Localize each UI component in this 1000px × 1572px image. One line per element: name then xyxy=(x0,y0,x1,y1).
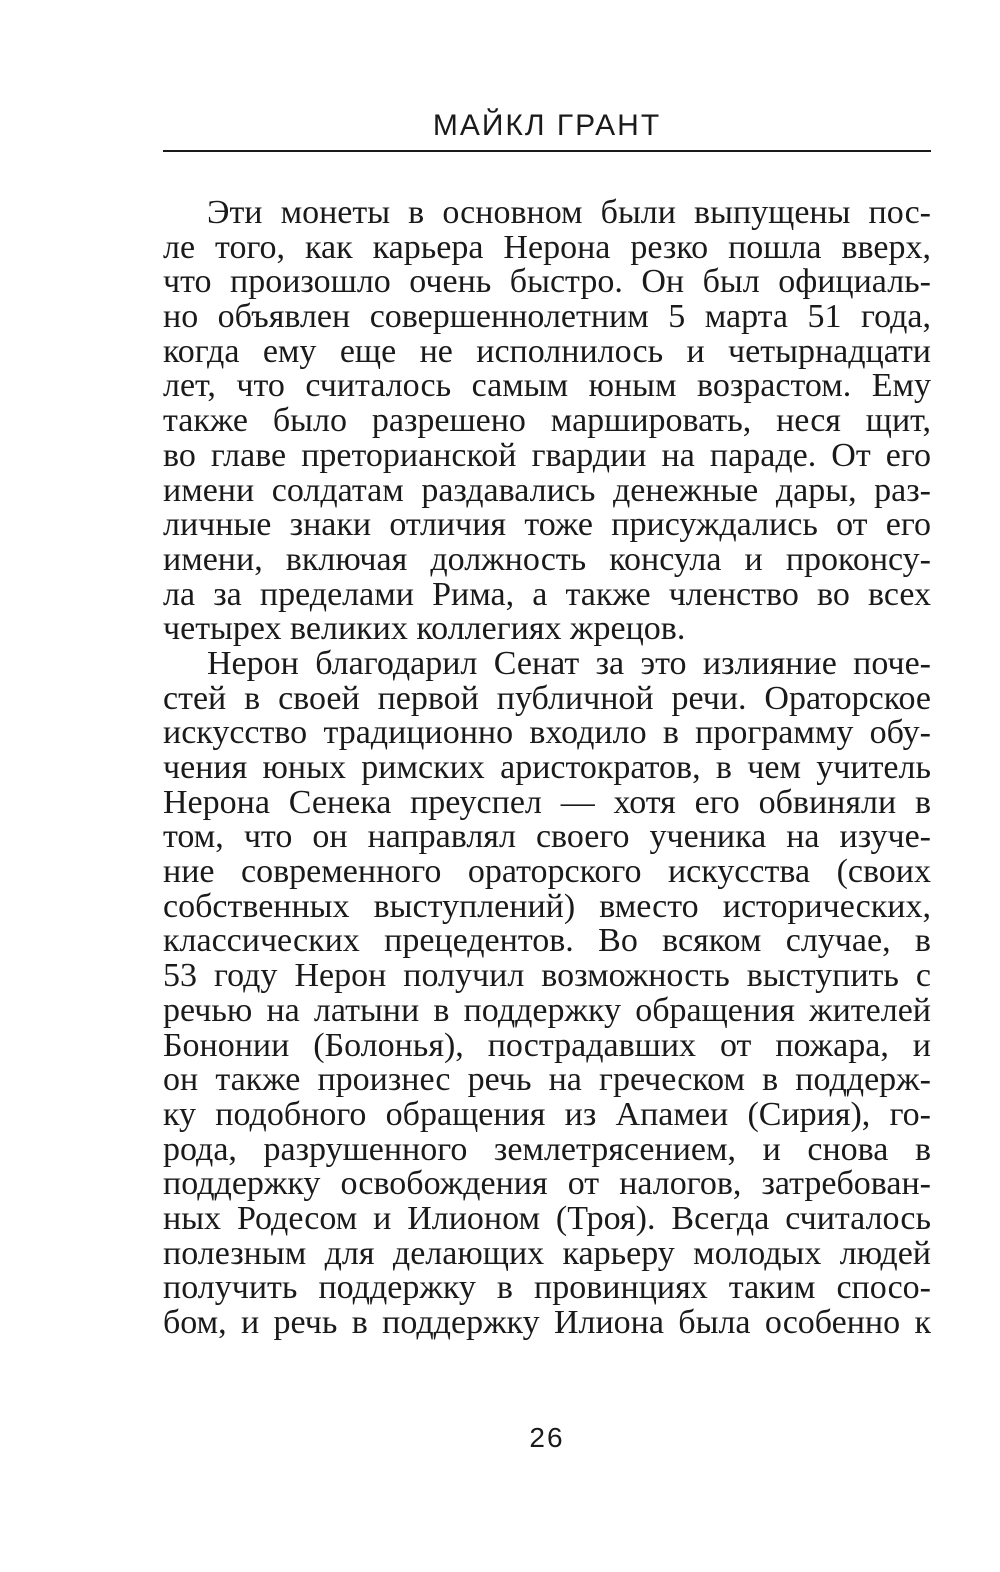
text-line: четырех великих коллегиях жрецов. xyxy=(163,610,686,648)
text-line: 53 году Нерон получил возможность выступить с xyxy=(163,957,931,995)
text-line: также было разрешено маршировать, неся щит, xyxy=(163,402,931,440)
text-line: Бононии (Болонья), пострадавших от пожара, и xyxy=(163,1026,931,1064)
text-line: стей в своей первой публичной речи. Ораторское xyxy=(163,679,931,717)
paragraph-1 xyxy=(163,196,931,647)
text-line: том, что он направлял своего ученика на изуче- xyxy=(163,818,931,856)
text-line: что произошло очень быстро. Он был официаль- xyxy=(163,263,931,301)
text-line: ку подобного обращения из Апамеи (Сирия), го- xyxy=(163,1095,931,1133)
text-line: имени, включая должность консула и проконсу- xyxy=(163,540,931,578)
text-line: речью на латыни в поддержку обращения жителей xyxy=(163,991,931,1029)
text-line: но объявлен совершеннолетним 5 марта 51 года, xyxy=(163,298,931,336)
header-rule xyxy=(163,150,931,152)
text-line: искусство традиционно входило в программу обу- xyxy=(163,714,931,752)
text-line: получить поддержку в провинциях таким спосо- xyxy=(163,1269,931,1307)
text-line: ние современного ораторского искусства (своих xyxy=(163,853,931,891)
text-line: классических прецедентов. Во всяком случае, в xyxy=(163,922,931,960)
text-line: Нерона Сенека преуспел — хотя его обвиняли в xyxy=(163,783,931,821)
text-line: поддержку освобождения от налогов, затребован- xyxy=(163,1165,931,1203)
text-line: рода, разрушенного землетрясением, и снова в xyxy=(163,1130,931,1168)
text-line: личные знаки отличия тоже присуждались от его xyxy=(163,506,931,544)
text-line: лет, что считалось самым юным возрастом. Ему xyxy=(163,367,931,405)
text-line: во главе преторианской гвардии на параде. От его xyxy=(163,436,931,474)
text-line: чения юных римских аристократов, в чем учитель xyxy=(163,749,931,786)
text-line: ле того, как карьера Нерона резко пошла вверх, xyxy=(163,228,931,266)
text-line: бом, и речь в поддержку Илиона была особенно к xyxy=(163,1304,931,1341)
text-line: ных Родесом и Илионом (Троя). Всегда считалось xyxy=(163,1199,931,1237)
page-number: 26 xyxy=(529,1422,565,1453)
text-line: когда ему еще не исполнилось и четырнадцати xyxy=(163,332,931,370)
text-line: собственных выступлений) вместо исторических, xyxy=(163,887,931,925)
running-head: МАЙКЛ ГРАНТ xyxy=(432,109,662,142)
text-line: он также произнес речь на греческом в поддерж- xyxy=(163,1061,931,1099)
text-line: Эти монеты в основном были выпущены пос- xyxy=(207,194,931,231)
text-line: Нерон благодарил Сенат за это излияние поче- xyxy=(207,644,931,682)
text-line: полезным для делающих карьеру молодых людей xyxy=(163,1234,931,1272)
text-line: имени солдатам раздавались денежные дары, раз- xyxy=(163,471,931,509)
text-line: ла за пределами Рима, а также членство во всех xyxy=(163,575,931,613)
paragraph-2 xyxy=(163,644,931,1341)
body-text xyxy=(163,196,931,1341)
